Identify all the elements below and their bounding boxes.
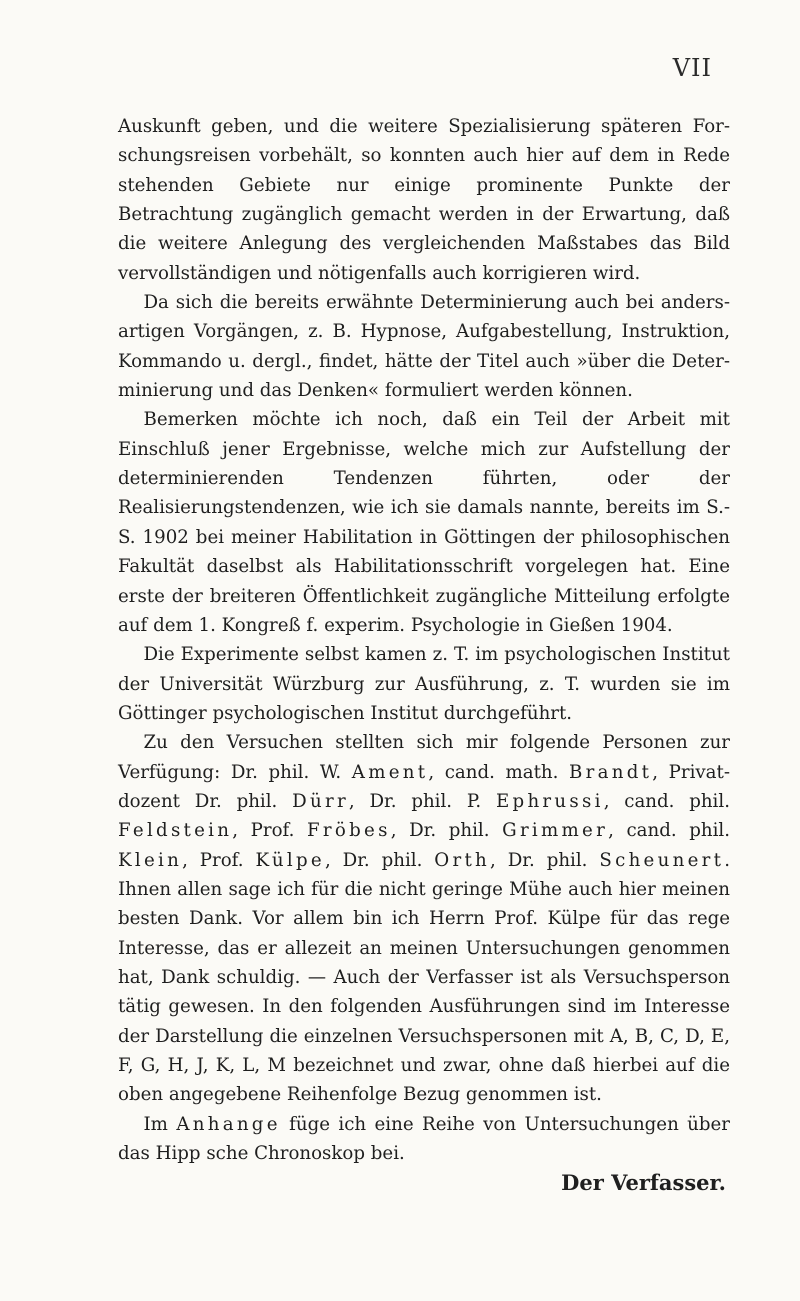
spaced-name: Scheunert bbox=[599, 849, 725, 871]
text-segment: , Privatdozent Dr. phil. bbox=[118, 761, 730, 812]
text-segment: Die Experimente selbst kamen z. T. im psychologischen Institut der Universität Würzburg zur Ausführung, z. T. wurden sie im Göttinger psychologischen Institut durchgeführt. bbox=[118, 644, 730, 724]
text-segment: , cand. math. bbox=[428, 761, 570, 783]
spaced-name: Grimmer bbox=[502, 820, 609, 842]
spaced-name: Feldstein bbox=[118, 820, 233, 842]
spaced-name: Ament bbox=[351, 761, 429, 783]
spaced-name: Dürr bbox=[292, 790, 349, 812]
paragraph bbox=[118, 405, 730, 640]
paragraph bbox=[118, 728, 730, 1109]
body-text bbox=[118, 112, 730, 1198]
text-segment: füge ich eine Reihe von Untersuchungen über das Hipp sche Chronoskop bei. bbox=[118, 1113, 730, 1165]
spaced-name: Klein bbox=[118, 849, 183, 871]
text-segment: , Dr. phil. bbox=[490, 849, 600, 871]
text-segment: , cand. phil. bbox=[608, 820, 730, 842]
spaced-name: Fröbes bbox=[307, 820, 391, 842]
spaced-name: Ephrussi bbox=[495, 790, 604, 812]
signature: Der Verfasser. bbox=[561, 1170, 726, 1196]
text-segment: , Prof. bbox=[232, 820, 308, 842]
text-segment: Da sich die bereits erwähnte Determinierung auch bei andersartigen Vorgängen, z. B. Hypnose, Aufgabestellung, Instruktion, Kommando u. dergl., findet, hätte der Titel auch »über die Determinierung und das Denken« formuliert werden können. bbox=[118, 292, 730, 402]
text-segment: , cand. phil. bbox=[603, 790, 730, 812]
text-segment: , Dr. phil. bbox=[390, 820, 503, 842]
spaced-name: Anhange bbox=[176, 1113, 281, 1135]
text-segment: Auskunft geben, und die weitere Spezialisierung späteren Forschungsreisen vorbehält, so konnten auch hier auf dem in Rede stehenden Gebiete nur einige prominente Punkte der Betrachtung zugänglich gemacht werden in der Erwartung, daß die weitere Anlegung des vergleichenden Maßstabes das Bild vervollständigen und nötigenfalls auch korrigieren wird. bbox=[118, 116, 730, 284]
paragraph bbox=[118, 1110, 730, 1169]
text-segment: , Prof. bbox=[182, 849, 256, 871]
text-segment: Bemerken möchte ich noch, daß ein Teil der Arbeit mit Einschluß jener Ergebnisse, welche mich zur Aufstellung der determinierenden Tendenzen führten, oder der Realisierungstendenzen, wie ich sie damals nannte, bereits im S.-S. 1902 bei meiner Habilitation in Göttingen der philosophischen Fakultät daselbst als Habilitationsschrift vorgelegen hat. Eine erste der breiteren Öffentlichkeit zugängliche Mitteilung erfolgte auf dem 1. Kongreß f. experim. Psychologie in Gießen 1904. bbox=[118, 409, 730, 636]
text-segment: Zu den Versuchen stellten sich mir folgende Personen zur Verfügung: Dr. phil. W. bbox=[118, 732, 730, 783]
paragraph bbox=[118, 112, 730, 288]
text-segment: Im bbox=[143, 1113, 177, 1135]
text-segment: , Dr. phil. bbox=[324, 849, 435, 871]
text-segment: . Ihnen allen sage ich für die nicht geringe Mühe auch hier meinen besten Dank. Vor allem bin ich Herrn Prof. Külpe für das rege Interesse, das er allezeit an meinen Untersuchungen genommen hat, Dank schuldig. — Auch der Verfasser ist als Versuchsperson tätig gewesen. In den folgenden Ausführungen sind im Interesse der Darstellung die einzelnen Versuchspersonen mit A, B, C, D, E, F, G, H, J, K, L, M bezeichnet und zwar, ohne daß hierbei auf die oben angegebene Reihenfolge Bezug genommen ist. bbox=[118, 849, 730, 1106]
page-number: VII bbox=[672, 54, 712, 82]
text-segment: , Dr. phil. P. bbox=[348, 790, 496, 812]
spaced-name: Külpe bbox=[255, 849, 325, 871]
spaced-name: Orth bbox=[434, 849, 491, 871]
paragraph bbox=[118, 640, 730, 728]
paragraph bbox=[118, 288, 730, 405]
spaced-name: Brandt bbox=[569, 761, 653, 783]
